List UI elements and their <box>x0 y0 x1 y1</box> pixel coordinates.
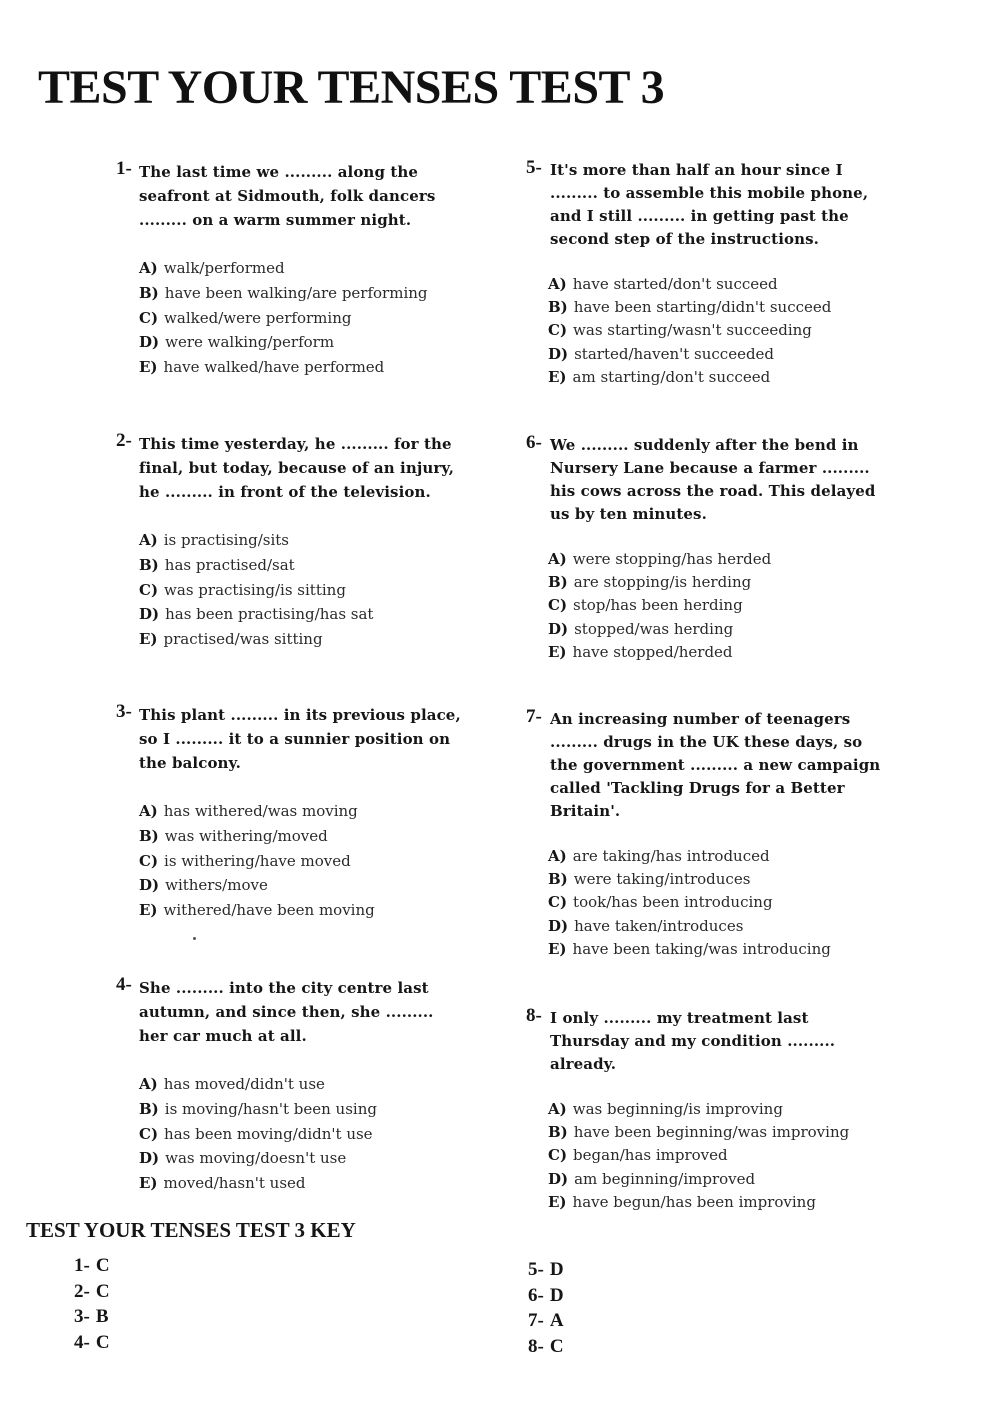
option-text: are stopping/is herding <box>573 573 752 592</box>
option-b[interactable] <box>548 571 891 594</box>
answer-key-title: TEST YOUR TENSES TEST 3 KEY <box>26 1218 356 1242</box>
option-text: stop/has been herding <box>573 596 743 615</box>
option-text: was withering/moved <box>164 826 328 845</box>
question-3 <box>116 703 471 923</box>
option-letter: B) <box>139 555 159 574</box>
option-text: are taking/has introduced <box>572 847 770 865</box>
option-d[interactable] <box>548 1168 866 1191</box>
option-letter: E) <box>548 1192 567 1211</box>
answer-key-item <box>528 1257 564 1283</box>
option-b[interactable] <box>548 868 891 891</box>
answer-number: 6- <box>528 1284 544 1306</box>
option-text: was starting/wasn't succeeding <box>573 321 812 340</box>
options-list <box>116 256 461 380</box>
option-c[interactable] <box>548 1144 866 1167</box>
option-letter: A) <box>548 550 567 568</box>
option-c[interactable] <box>139 1122 456 1147</box>
option-e[interactable] <box>548 366 886 389</box>
answer-letter: C <box>95 1280 110 1302</box>
question-2 <box>116 432 466 652</box>
option-b[interactable] <box>139 553 466 578</box>
option-letter: D) <box>548 619 569 638</box>
option-e[interactable] <box>548 938 891 961</box>
scan-speck <box>193 937 196 940</box>
option-text: has withered/was moving <box>163 802 358 820</box>
option-a[interactable] <box>139 1072 456 1097</box>
option-letter: D) <box>548 344 569 363</box>
option-letter: E) <box>139 1174 158 1193</box>
option-letter: D) <box>548 916 569 935</box>
option-d[interactable] <box>548 343 886 366</box>
option-text: walked/were performing <box>164 308 352 327</box>
option-letter: C) <box>548 1146 568 1165</box>
option-letter: B) <box>548 573 568 592</box>
question-stem: The last time we ......... along the seafront at Sidmouth, folk dancers ......... on a warm summer night. <box>139 163 436 229</box>
question-7 <box>526 708 891 961</box>
option-a[interactable] <box>548 548 891 571</box>
option-letter: C) <box>139 851 159 870</box>
option-e[interactable] <box>139 355 461 380</box>
option-letter: A) <box>548 847 567 865</box>
option-e[interactable] <box>139 1171 456 1196</box>
question-number: 1- <box>116 158 132 179</box>
question-1 <box>116 160 461 380</box>
question-stem: We ......... suddenly after the bend in Nursery Lane because a farmer ......... his cows across the road. This delayed us by ten minutes. <box>550 436 876 523</box>
option-d[interactable] <box>548 915 891 938</box>
option-letter: D) <box>139 333 160 352</box>
option-letter: E) <box>139 901 158 920</box>
page-title: TEST YOUR TENSES TEST 3 <box>38 61 665 114</box>
answer-key-left <box>74 1253 110 1355</box>
options-list <box>116 799 471 923</box>
question-stem: An increasing number of teenagers ......... drugs in the UK these days, so the government ......... a new campaign called 'Tackling Drugs for a Better Britain'. <box>550 710 881 820</box>
options-list <box>116 528 466 652</box>
option-a[interactable] <box>548 273 886 296</box>
option-d[interactable] <box>139 873 471 898</box>
option-text: took/has been introducing <box>573 893 773 912</box>
answer-number: 3- <box>74 1306 90 1327</box>
option-text: am starting/don't succeed <box>572 367 771 386</box>
option-letter: B) <box>548 298 568 317</box>
option-letter: A) <box>548 275 567 293</box>
option-c[interactable] <box>139 849 471 874</box>
answer-number: 2- <box>74 1280 90 1302</box>
option-b[interactable] <box>548 1121 866 1144</box>
options-list <box>526 845 891 961</box>
question-number: 2- <box>116 430 132 451</box>
options-list <box>116 1072 456 1196</box>
question-stem: This time yesterday, he ......... for the final, but today, because of an injury, he ......... in front of the television. <box>139 435 455 501</box>
option-letter: C) <box>139 580 159 599</box>
question-6 <box>526 434 891 664</box>
option-letter: A) <box>139 802 158 820</box>
answer-key-item <box>74 1279 110 1305</box>
answer-letter: D <box>549 1284 564 1306</box>
question-stem: It's more than half an hour since I ......... to assemble this mobile phone, and I still ......... in getting past the second step of the instructions. <box>550 161 869 248</box>
answer-key-item <box>74 1330 110 1356</box>
answer-key-item <box>74 1304 110 1330</box>
option-letter: E) <box>139 630 158 649</box>
question-stem: She ......... into the city centre last autumn, and since then, she ......... her car much at all. <box>139 979 434 1045</box>
option-letter: A) <box>548 1100 567 1118</box>
option-letter: C) <box>548 596 568 615</box>
option-text: began/has improved <box>573 1146 728 1165</box>
options-list <box>526 548 891 664</box>
option-text: have been starting/didn't succeed <box>573 298 832 317</box>
answer-number: 4- <box>74 1331 90 1353</box>
option-letter: D) <box>139 605 160 624</box>
option-letter: B) <box>139 283 159 302</box>
option-e[interactable] <box>139 898 471 923</box>
option-c[interactable] <box>548 891 891 914</box>
question-stem: This plant ......... in its previous place, so I ......... it to a sunnier position on the balcony. <box>139 706 461 772</box>
answer-key-item <box>528 1308 564 1334</box>
answer-number: 8- <box>528 1335 544 1357</box>
option-text: has been moving/didn't use <box>164 1124 373 1143</box>
answer-number: 5- <box>528 1259 544 1280</box>
option-b[interactable] <box>548 296 886 319</box>
answer-letter: A <box>549 1310 564 1331</box>
answer-number: 1- <box>74 1255 90 1276</box>
question-8 <box>526 1007 866 1214</box>
answer-number: 7- <box>528 1310 544 1331</box>
answer-key-item <box>528 1334 564 1360</box>
option-letter: E) <box>548 642 567 661</box>
option-text: started/haven't succeeded <box>574 344 775 363</box>
option-text: have begun/has been improving <box>572 1192 816 1211</box>
option-letter: E) <box>139 358 158 377</box>
option-letter: C) <box>548 321 568 340</box>
answer-key-item <box>74 1253 110 1279</box>
question-number: 5- <box>526 157 542 178</box>
option-a[interactable] <box>139 799 471 824</box>
option-c[interactable] <box>139 578 466 603</box>
option-text: have been taking/was introducing <box>572 939 831 958</box>
option-text: were taking/introduces <box>573 870 751 889</box>
option-b[interactable] <box>139 281 461 306</box>
question-number: 4- <box>116 974 132 995</box>
option-text: has been practising/has sat <box>165 605 374 624</box>
question-number: 6- <box>526 432 542 453</box>
option-d[interactable] <box>139 602 466 627</box>
options-list <box>526 273 886 389</box>
question-5 <box>526 159 886 389</box>
question-stem: I only ......... my treatment last Thursday and my condition ......... already. <box>550 1009 836 1073</box>
option-c[interactable] <box>139 306 461 331</box>
option-text: were stopping/has herded <box>572 550 772 568</box>
option-letter: D) <box>548 1169 569 1188</box>
option-text: was beginning/is improving <box>572 1100 783 1118</box>
option-d[interactable] <box>139 330 461 355</box>
option-letter: D) <box>139 1149 160 1168</box>
option-letter: B) <box>139 826 159 845</box>
option-e[interactable] <box>548 641 891 664</box>
option-letter: C) <box>548 893 568 912</box>
answer-letter: D <box>549 1259 564 1280</box>
option-text: am beginning/improved <box>574 1169 756 1188</box>
option-c[interactable] <box>548 594 891 617</box>
option-text: practised/was sitting <box>163 630 323 649</box>
option-letter: A) <box>139 1075 158 1093</box>
option-text: withered/have been moving <box>163 901 375 920</box>
option-text: moved/hasn't used <box>163 1174 306 1193</box>
answer-letter: C <box>549 1335 564 1357</box>
answer-letter: B <box>95 1306 109 1327</box>
option-text: is withering/have moved <box>164 851 351 870</box>
options-list <box>526 1098 866 1214</box>
option-text: were walking/perform <box>165 333 335 352</box>
option-d[interactable] <box>139 1146 456 1171</box>
option-letter: B) <box>548 1123 568 1142</box>
option-text: have taken/introduces <box>574 916 744 935</box>
option-a[interactable] <box>139 528 466 553</box>
option-e[interactable] <box>139 627 466 652</box>
answer-key-item <box>528 1283 564 1309</box>
option-text: was practising/is sitting <box>164 580 346 599</box>
option-letter: C) <box>139 1124 159 1143</box>
option-letter: A) <box>139 259 158 277</box>
question-number: 7- <box>526 706 542 727</box>
option-text: have been walking/are performing <box>164 283 428 302</box>
option-letter: B) <box>139 1099 159 1118</box>
option-letter: E) <box>548 939 567 958</box>
option-text: was moving/doesn't use <box>165 1149 347 1168</box>
option-text: walk/performed <box>163 259 285 277</box>
option-d[interactable] <box>548 618 891 641</box>
option-letter: A) <box>139 531 158 549</box>
answer-letter: C <box>95 1331 110 1353</box>
option-text: stopped/was herding <box>574 619 734 638</box>
option-letter: E) <box>548 367 567 386</box>
option-a[interactable] <box>548 845 891 868</box>
answer-key-right <box>528 1257 564 1359</box>
option-text: have stopped/herded <box>572 642 733 661</box>
option-b[interactable] <box>139 1097 456 1122</box>
question-number: 3- <box>116 701 132 722</box>
option-a[interactable] <box>548 1098 866 1121</box>
option-text: have walked/have performed <box>163 358 385 377</box>
option-e[interactable] <box>548 1191 866 1214</box>
option-text: withers/move <box>165 876 268 895</box>
option-text: has practised/sat <box>164 555 295 574</box>
option-letter: D) <box>139 876 160 895</box>
answer-letter: C <box>95 1255 110 1276</box>
option-letter: B) <box>548 870 568 889</box>
option-text: is practising/sits <box>163 531 289 549</box>
option-letter: C) <box>139 308 159 327</box>
option-b[interactable] <box>139 824 471 849</box>
option-text: is moving/hasn't been using <box>164 1099 377 1118</box>
question-4 <box>116 976 456 1196</box>
option-c[interactable] <box>548 319 886 342</box>
option-text: have started/don't succeed <box>572 275 778 293</box>
option-text: has moved/didn't use <box>163 1075 325 1093</box>
question-number: 8- <box>526 1005 542 1026</box>
option-text: have been beginning/was improving <box>573 1123 850 1142</box>
option-a[interactable] <box>139 256 461 281</box>
